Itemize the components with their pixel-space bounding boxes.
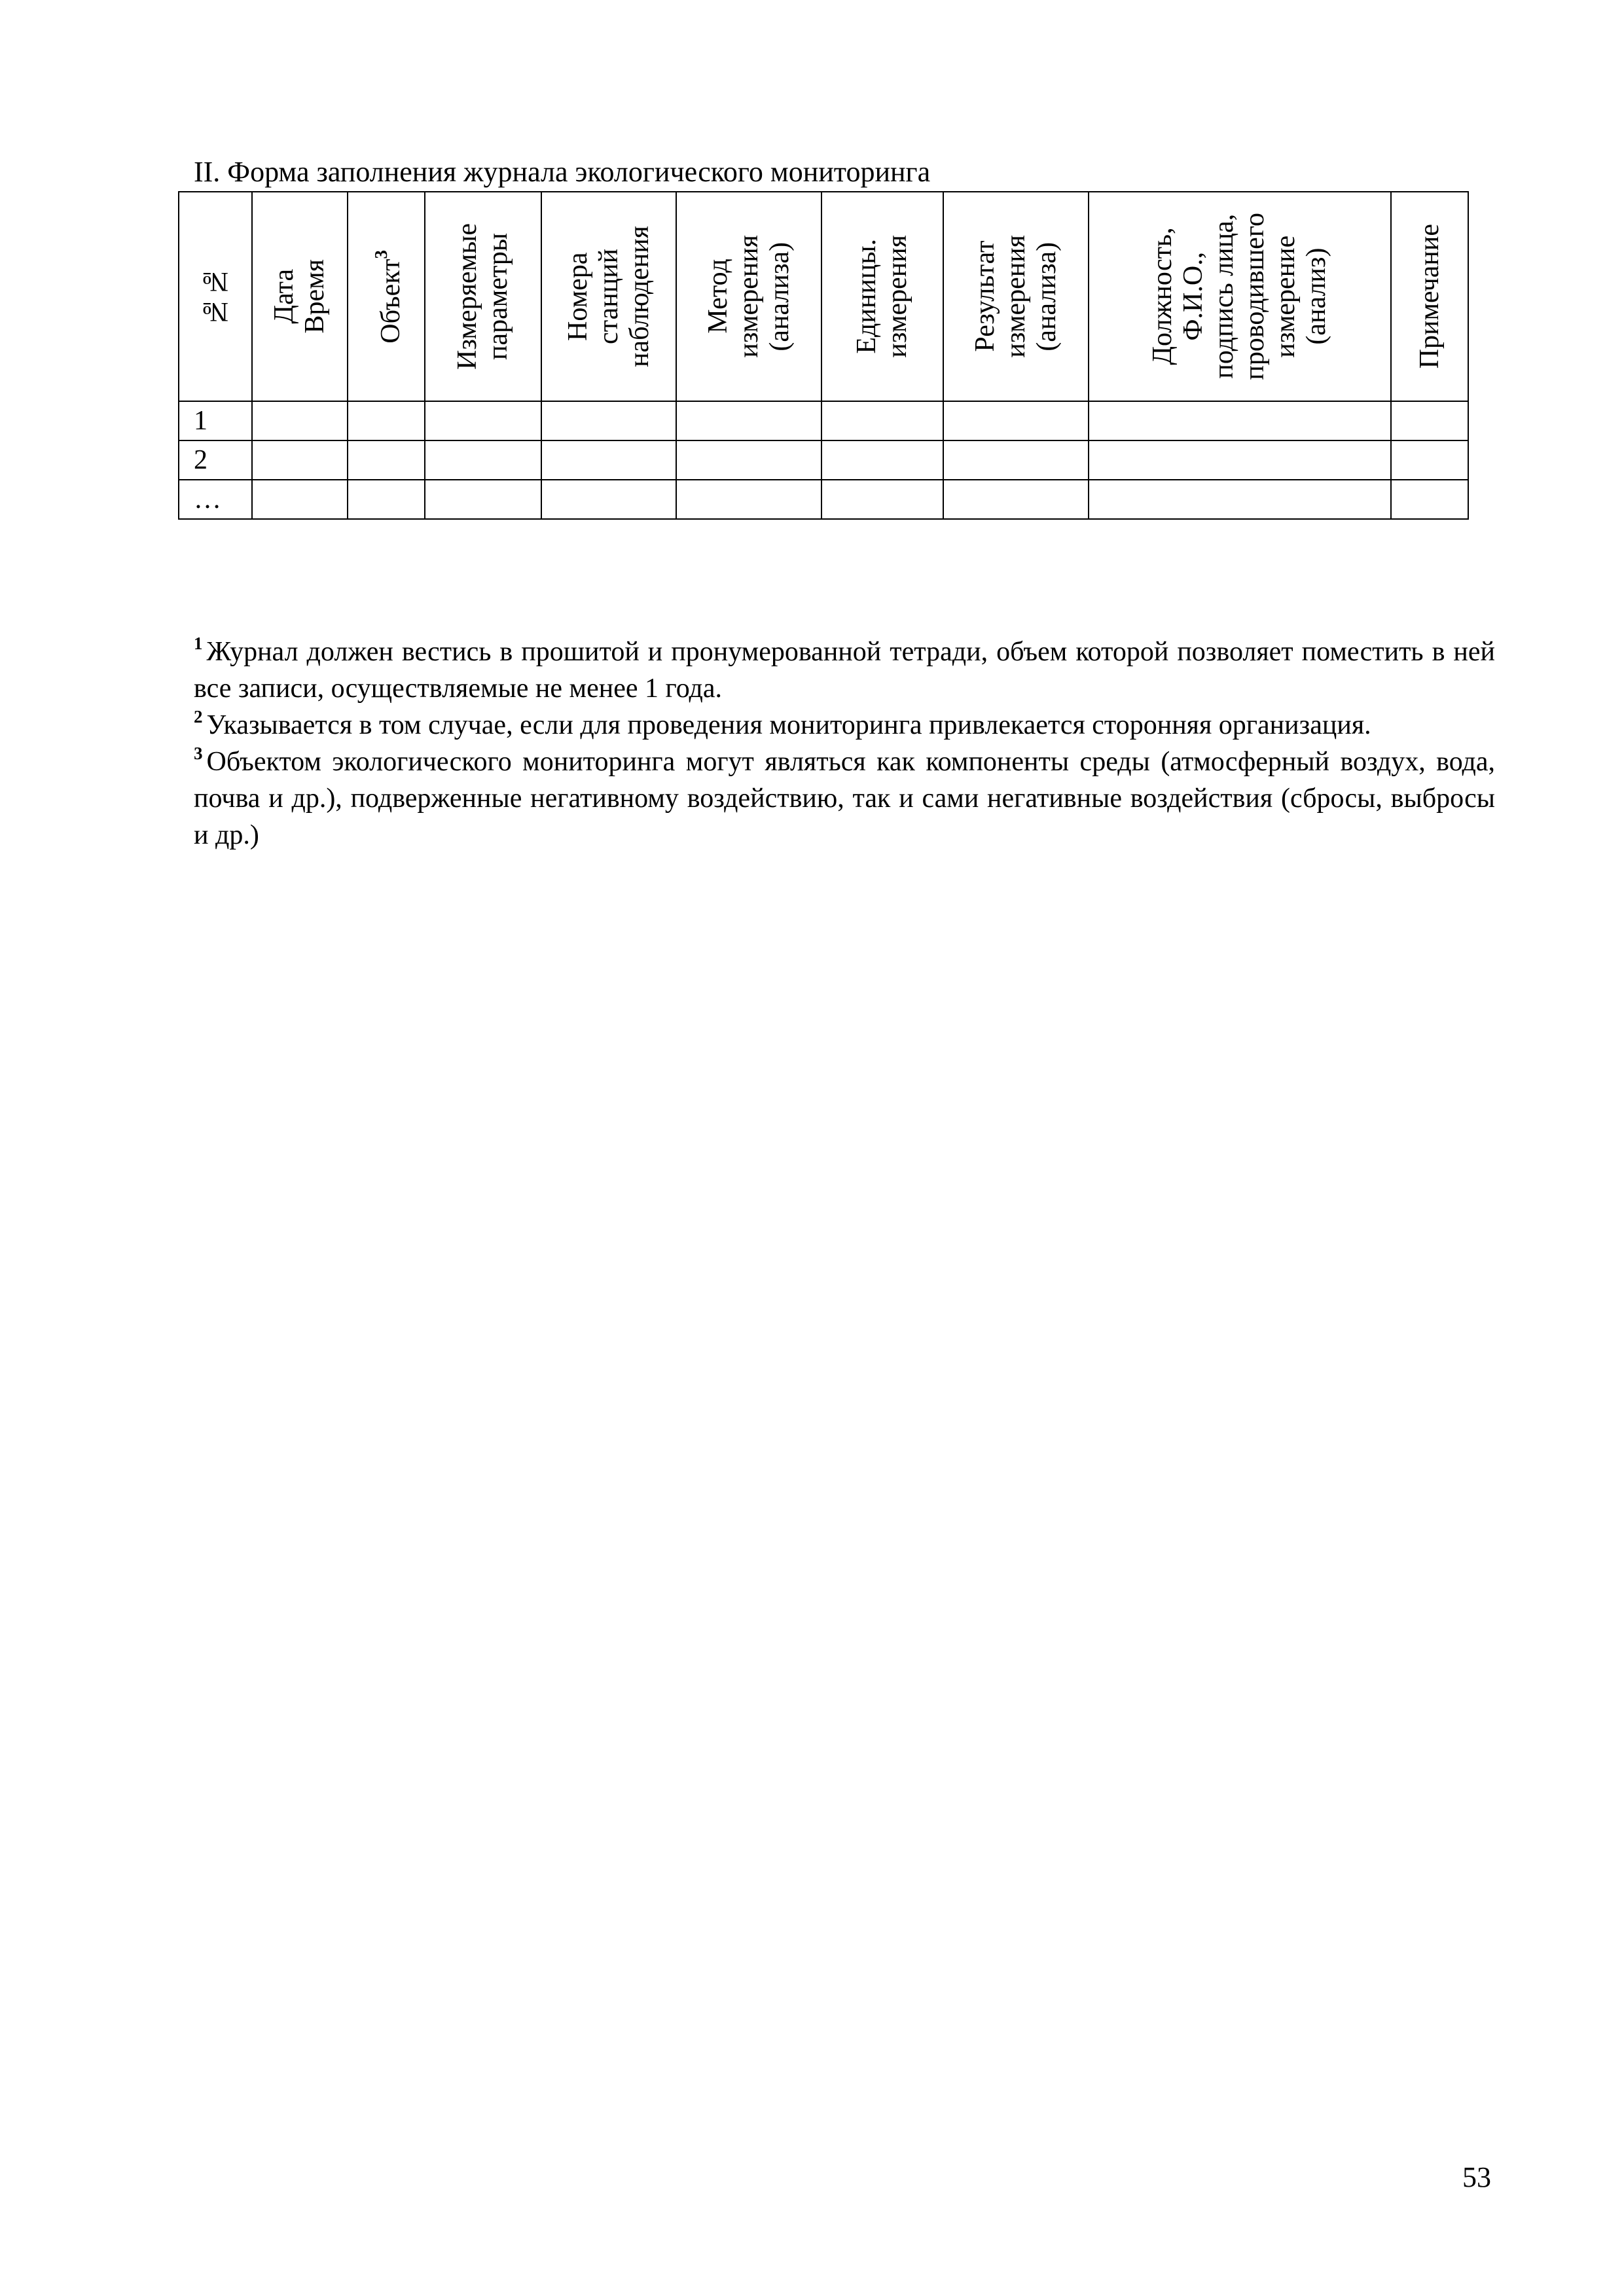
header-responsible-line-2: Ф.И.О., — [1178, 252, 1208, 341]
header-note-label: Примечание — [1414, 224, 1445, 369]
table-cell — [348, 440, 425, 480]
table-cell — [541, 401, 676, 440]
table-cell — [252, 401, 348, 440]
header-stations-line-2: станций — [593, 248, 624, 345]
header-result-line-2: измерения — [1000, 235, 1031, 358]
table-cell — [821, 480, 943, 519]
header-responsible-line-1: Должность, — [1147, 227, 1178, 366]
table-cell — [1391, 480, 1468, 519]
header-params-line-2: параметры — [483, 232, 513, 361]
table-cell — [943, 480, 1089, 519]
header-responsible-line-6: (анализ) — [1301, 247, 1331, 346]
row-number-cell: 2 — [179, 440, 252, 480]
header-method — [676, 192, 821, 401]
table-cell — [425, 440, 541, 480]
header-method-line-3: (анализа) — [764, 242, 795, 351]
table-cell — [1391, 401, 1468, 440]
footnote-2 — [194, 707, 1495, 744]
table-row — [179, 480, 1468, 519]
header-result-line-3: (анализа) — [1031, 242, 1062, 351]
table-cell — [348, 401, 425, 440]
header-method-line-1: Метод — [702, 259, 733, 334]
header-time-line: Время — [300, 259, 330, 334]
row-number-cell: 1 — [179, 401, 252, 440]
row-number-cell: … — [179, 480, 252, 519]
header-number — [179, 192, 252, 401]
table-cell — [252, 440, 348, 480]
header-responsible-line-4: проводившего — [1240, 213, 1270, 380]
form-title: II. Форма заполнения журнала экологического мониторинга — [194, 156, 931, 188]
header-number-label: №№ — [200, 266, 230, 327]
header-stations-line-3: наблюдения — [624, 226, 655, 367]
header-result — [943, 192, 1089, 401]
table-cell — [943, 401, 1089, 440]
table-cell — [1391, 440, 1468, 480]
table-cell — [541, 480, 676, 519]
table-row — [179, 401, 1468, 440]
footnote-1-text: Журнал должен вестись в прошитой и пронумерованной тетради, объем которой позволяет поместить в ней все записи, осуществляемые не менее 1 года. — [194, 637, 1495, 704]
header-params — [425, 192, 541, 401]
header-responsible — [1089, 192, 1391, 401]
table-cell — [1089, 440, 1391, 480]
header-date-line: Дата — [269, 269, 299, 324]
table-cell — [425, 401, 541, 440]
monitoring-journal-table — [178, 191, 1469, 520]
header-params-line-1: Измеряемые — [452, 223, 482, 370]
header-units-line-2: измерения — [882, 235, 912, 358]
table-header-row — [179, 192, 1468, 401]
header-date-time — [252, 192, 348, 401]
footnote-3-text: Объектом экологического мониторинга могут являться как компоненты среды (атмосферный воздух, вода, почва и др.), подверженные негативному воздействию, так и сами негативные воздействия (сбросы, выбросы и др.) — [194, 747, 1495, 850]
table-cell — [1089, 480, 1391, 519]
header-units-line-1: Единицы. — [852, 239, 882, 354]
header-responsible-line-5: измерение — [1271, 235, 1301, 358]
header-note — [1391, 192, 1468, 401]
footnote-3 — [194, 744, 1495, 853]
footnote-2-text: Указывается в том случае, если для проведения мониторинга привлекается сторонняя организация. — [206, 710, 1371, 740]
footnotes — [194, 634, 1495, 853]
table-cell — [821, 440, 943, 480]
table-cell — [943, 440, 1089, 480]
page-number: 53 — [1462, 2161, 1491, 2193]
header-stations-line-1: Номера — [562, 252, 593, 341]
table-cell — [1089, 401, 1391, 440]
footnote-1-marker: 1 — [194, 634, 203, 653]
table-cell — [676, 401, 821, 440]
table-cell — [425, 480, 541, 519]
table-cell — [541, 440, 676, 480]
header-method-line-2: измерения — [733, 235, 764, 358]
table-cell — [252, 480, 348, 519]
header-stations — [541, 192, 676, 401]
header-object — [348, 192, 425, 401]
header-result-line-1: Результат — [969, 240, 1000, 353]
header-responsible-line-3: подпись лица, — [1209, 214, 1239, 379]
table-row — [179, 440, 1468, 480]
table-cell — [821, 401, 943, 440]
header-units — [821, 192, 943, 401]
table-cell — [348, 480, 425, 519]
table-cell — [676, 480, 821, 519]
footnote-1 — [194, 634, 1495, 707]
table-cell — [676, 440, 821, 480]
footnote-2-marker: 2 — [194, 707, 203, 726]
header-object-footnote-ref: 3 — [371, 249, 391, 259]
footnote-3-marker: 3 — [194, 744, 203, 763]
header-object-label: Объект — [376, 259, 406, 344]
